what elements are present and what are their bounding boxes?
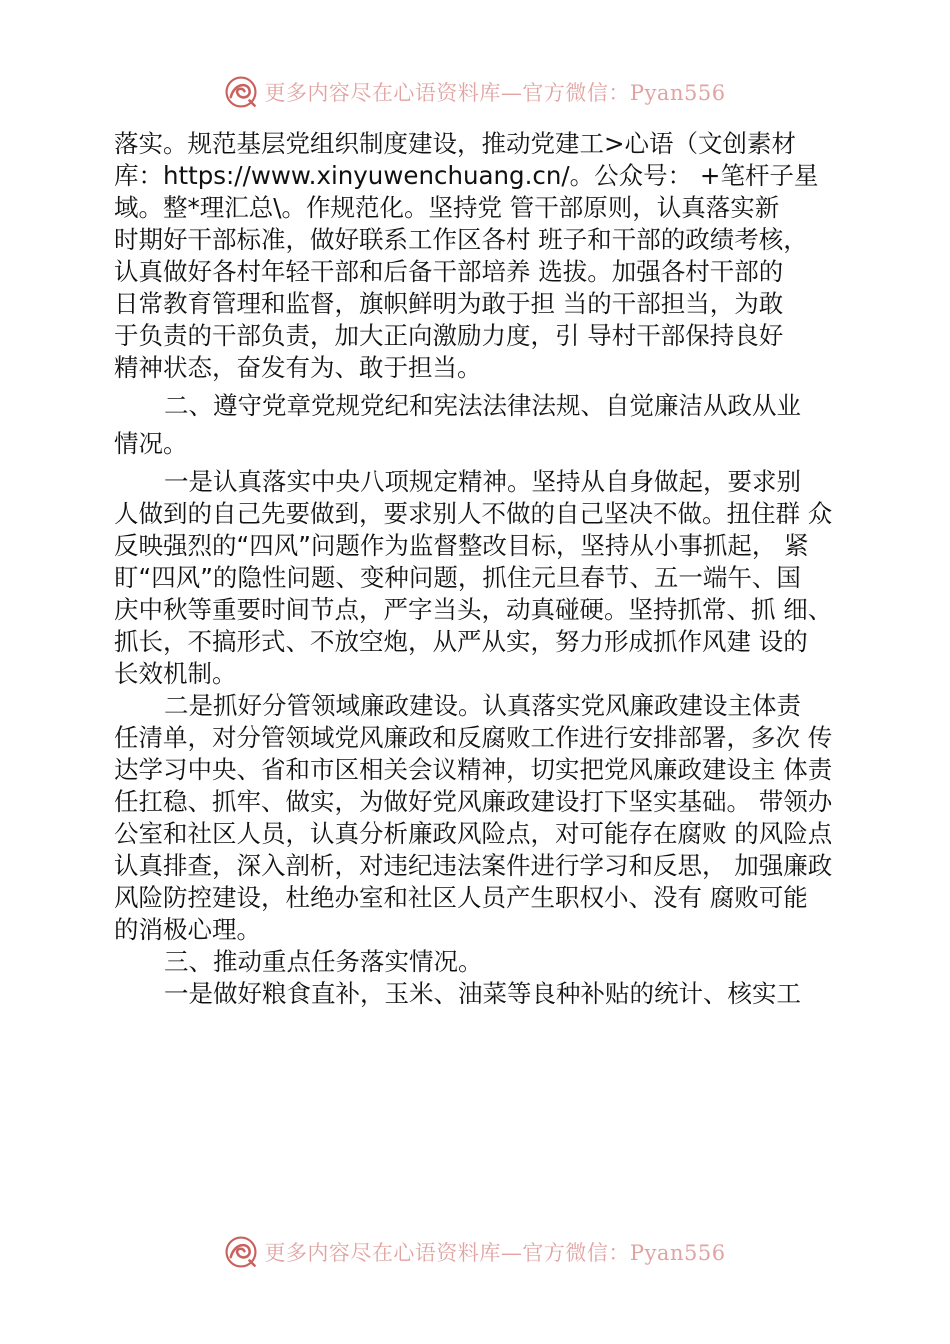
swirl-logo-icon (224, 1235, 258, 1269)
paragraph-line: 风险防控建设，杜绝办室和社区人员产生职权小、没有 腐败可能 (114, 883, 808, 912)
paragraph-line: 任清单，对分管领域党风廉政和反腐败工作进行安排部署，多次 传 (114, 723, 833, 752)
paragraph-line: 精神状态，奋发有为、敢于担当。 (114, 353, 482, 382)
paragraph-line: 庆中秋等重要时间节点，严字当头，动真碰硬。坚持抓常、抓 细、 (114, 595, 833, 624)
paragraph-line: 认真排查，深入剖析，对违纪违法案件进行学习和反思， 加强廉政 (114, 851, 833, 880)
section-heading-continued: 情况。 (114, 429, 188, 458)
paragraph-line: 的消极心理。 (114, 915, 261, 944)
paragraph-line: 二是抓好分管领域廉政建设。认真落实党风廉政建设主体责 (164, 691, 801, 720)
paragraph-line: 落实。规范基层党组织制度建设，推动党建工>心语（文创素材 (114, 129, 797, 158)
paragraph-line: 认真做好各村年轻干部和后备干部培养 选拔。加强各村干部的 (114, 257, 784, 286)
swirl-logo-icon (224, 75, 258, 109)
paragraph-line: 达学习中央、省和市区相关会议精神，切实把党风廉政建设主 体责 (114, 755, 833, 784)
paragraph-line: 一是认真落实中央八项规定精神。坚持从自身做起，要求别 (164, 467, 801, 496)
section-heading: 三、推动重点任务落实情况。 (164, 947, 483, 976)
paragraph-line: 一是做好粮食直补，玉米、油菜等良种补贴的统计、核实工 (164, 979, 801, 1008)
paragraph-line: 公室和社区人员，认真分析廉政风险点，对可能存在腐败 的风险点 (114, 819, 833, 848)
paragraph-line: 时期好干部标准，做好联系工作区各村 班子和干部的政绩考核， (114, 225, 808, 254)
footer-banner-text: 更多内容尽在心语资料库—官方微信：Pyan556 (264, 1241, 726, 1265)
footer-banner (0, 1232, 950, 1272)
paragraph-line: 反映强烈的“四风”问题作为监督整改目标，坚持从小事抓起， 紧 (114, 531, 809, 560)
document-body (114, 128, 836, 1010)
paragraph-line: 人做到的自己先要做到，要求别人不做的自己坚决不做。扭住群 众 (114, 499, 833, 528)
paragraph-line: 库：https://www.xinyuwenchuang.cn/。公众号： +笔杆子星 (114, 161, 819, 190)
paragraph-line: 抓长，不搞形式、不放空炮，从严从实，努力形成抓作风建 设的 (114, 627, 808, 656)
paragraph-line: 日常教育管理和监督，旗帜鲜明为敢于担 当的干部担当，为敢 (114, 289, 784, 318)
paragraph-line: 盯“四风”的隐性问题、变种问题，抓住元旦春节、五一端午、国 (114, 563, 801, 592)
paragraph-line: 域。整*理汇总\。作规范化。坚持党 管干部原则，认真落实新 (114, 193, 780, 222)
paragraph-line: 任扛稳、抓牢、做实，为做好党风廉政建设打下坚实基础。 带领办 (114, 787, 833, 816)
paragraph-line: 于负责的干部负责，加大正向激励力度，引 导村干部保持良好 (114, 321, 784, 350)
header-banner-text: 更多内容尽在心语资料库—官方微信：Pyan556 (264, 81, 726, 105)
header-banner (0, 72, 950, 112)
section-heading: 二、遵守党章党规党纪和宪法法律法规、自觉廉洁从政从业 (164, 391, 801, 420)
paragraph-line: 长效机制。 (114, 659, 237, 688)
